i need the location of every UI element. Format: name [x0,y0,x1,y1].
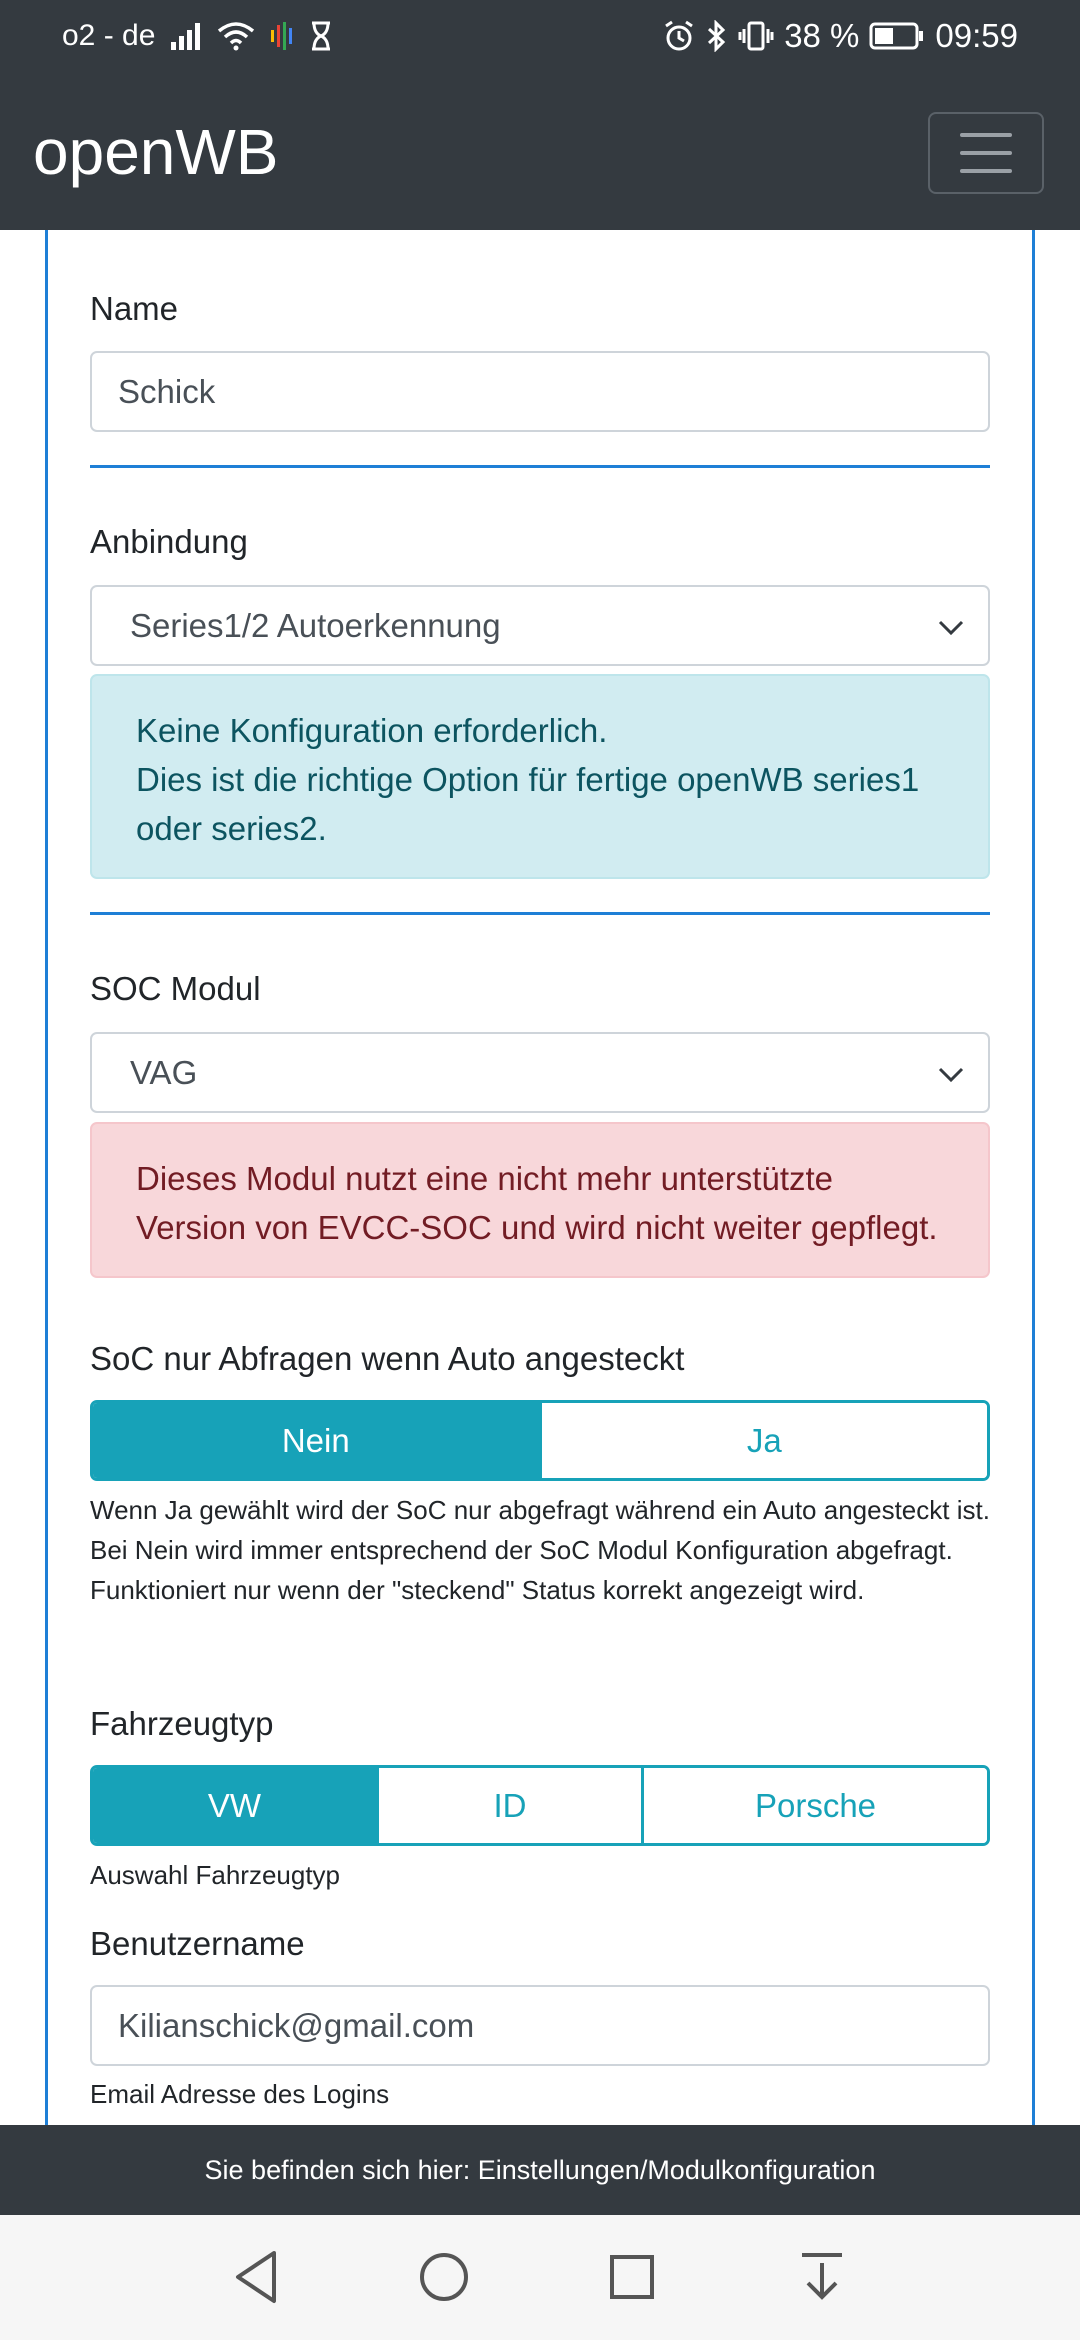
back-icon[interactable] [230,2247,282,2307]
name-input[interactable] [90,351,990,432]
vehicle-option-vw[interactable]: VW [93,1768,376,1843]
battery-percent: 38 % [784,17,860,54]
vehicle-type-toggle [90,1765,990,1846]
username-help: Email Adresse des Logins [90,2079,390,2109]
chevron-down-icon [936,613,966,643]
signal-icon [169,22,203,50]
carrier-label: o2 - de [62,19,156,52]
section-divider [90,912,990,915]
plugged-only-label: SoC nur Abfragen wenn Auto angesteckt [90,1340,685,1377]
connection-info-line2: Dies ist die richtige Option für fertige openWB series1 oder series2. [136,761,920,847]
name-label: Name [90,290,179,327]
vehicle-type-help: Auswahl Fahrzeugtyp [90,1860,341,1890]
clock: 09:59 [935,17,1018,54]
vibrate-icon [738,20,774,52]
plugged-option-ja[interactable]: Ja [539,1403,988,1478]
username-label: Benutzername [90,1925,305,1962]
hourglass-icon [309,21,333,51]
soc-module-label: SOC Modul [90,970,261,1007]
plugged-only-help: Wenn Ja gewählt wird der SoC nur abgefragt während ein Auto angesteckt ist. Bei Nein wird immer entsprechend der SoC Modul Konfiguration abgefragt. Funktioniert nur wenn der "steckend" Status korrekt angezeigt wird. [90,1495,990,1605]
soc-module-select[interactable] [90,1032,990,1113]
location-footer [0,2125,1080,2215]
name-input-value: Schick [118,372,216,410]
brand-logo[interactable]: openWB [33,116,279,188]
podcast-app-icon [269,21,295,51]
alarm-icon [662,20,696,52]
system-nav-bar [0,2215,1080,2340]
connection-info-line1: Keine Konfiguration erforderlich. [136,712,608,749]
plugged-option-nein[interactable]: Nein [93,1403,539,1478]
connection-label: Anbindung [90,523,248,560]
vehicle-option-porsche[interactable]: Porsche [641,1768,987,1843]
battery-icon [869,21,925,51]
hamburger-icon [960,133,1012,137]
app-header [0,75,1080,230]
soc-module-warning-alert [90,1122,990,1278]
connection-select[interactable] [90,585,990,666]
soc-module-select-value: VAG [130,1053,198,1091]
section-divider [90,465,990,468]
notification-pull-icon[interactable] [796,2247,848,2307]
home-icon[interactable] [416,2247,472,2307]
connection-select-value: Series1/2 Autoerkennung [130,606,501,644]
plugged-only-toggle [90,1400,990,1481]
vehicle-option-id[interactable]: ID [376,1768,641,1843]
username-input[interactable] [90,1985,990,2066]
chevron-down-icon [936,1060,966,1090]
wifi-icon [217,21,255,51]
soc-module-warning-text: Dieses Modul nutzt eine nicht mehr unterstützte Version von EVCC-SOC und wird nicht weiter gepflegt. [136,1160,938,1246]
location-breadcrumb: Sie befinden sich hier: Einstellungen/Modulkonfiguration [204,2154,876,2185]
username-input-value: Kilianschick@gmail.com [118,2006,475,2044]
recent-apps-icon[interactable] [606,2247,658,2307]
connection-info-alert [90,674,990,879]
menu-toggle-button[interactable] [928,112,1044,194]
bluetooth-icon [706,20,728,52]
vehicle-type-label: Fahrzeugtyp [90,1705,274,1742]
status-bar [0,0,1080,75]
